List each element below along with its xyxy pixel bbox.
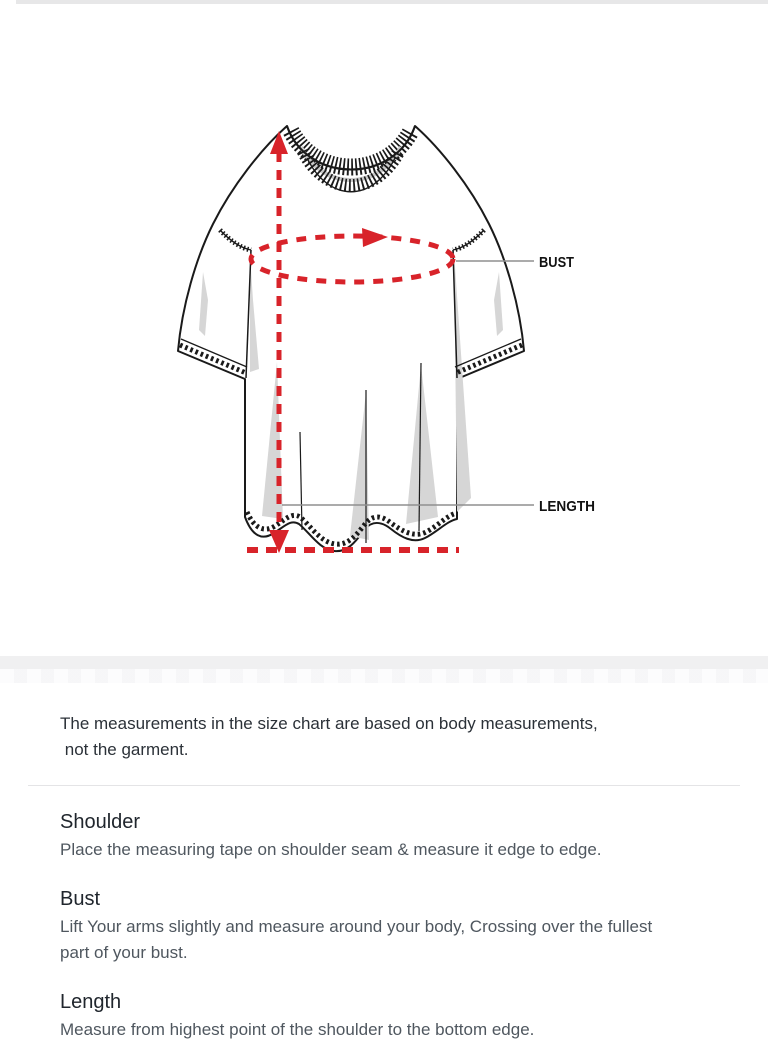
- section-title: Bust: [60, 888, 101, 910]
- tshirt-outline: [178, 126, 524, 551]
- section-title: Shoulder: [60, 811, 141, 833]
- note-line-2: not the garment.: [60, 740, 189, 759]
- size-chart-note: [60, 711, 708, 763]
- section-title: Length: [60, 991, 122, 1013]
- image-bottom-band: [0, 656, 768, 669]
- top-strip: [16, 0, 768, 4]
- note-line-1: The measurements in the size chart are based on body measurements,: [60, 714, 598, 733]
- divider: [28, 785, 740, 786]
- section-description: Measure from highest point of the shoulder to the bottom edge.: [60, 1020, 535, 1039]
- section-description: Place the measuring tape on shoulder seam & measure it edge to edge.: [60, 840, 602, 859]
- instruction-bust: [60, 887, 708, 966]
- bust-label: BUST: [539, 254, 574, 271]
- length-label: LENGTH: [539, 498, 595, 515]
- image-bottom-band-fade: [0, 669, 768, 683]
- instruction-length: [60, 990, 708, 1043]
- instruction-shoulder: [60, 810, 708, 863]
- section-description: Lift Your arms slightly and measure around your body, Crossing over the fullest part of your bust.: [60, 917, 653, 962]
- measurement-instructions: [0, 810, 768, 1043]
